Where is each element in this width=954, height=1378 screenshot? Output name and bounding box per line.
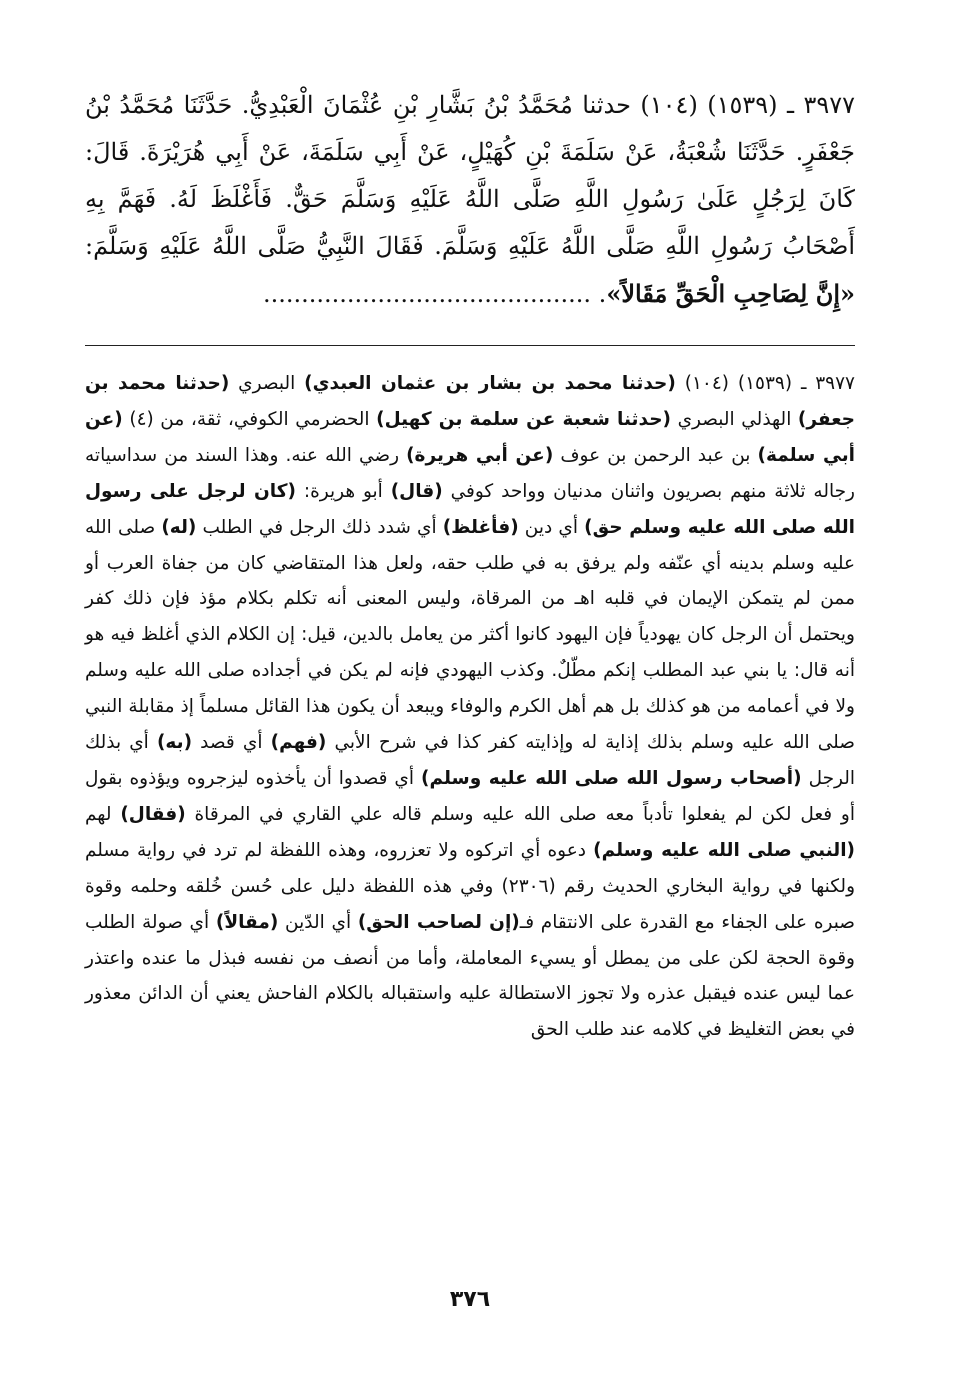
- commentary-bold-segment: (حدثنا شعبة عن سلمة بن كهيل): [376, 408, 671, 430]
- commentary-segment: دعوه أي اتركوه ولا تعزروه، وهذه اللفظة لم ترد في رواية مسلم ولكنها في رواية البخاري الحديث رقم (٢٣٠٦) وفي هذه اللفظة دليل على حُسن خُلقه وحلمه وقوة صبره على الجفاء مع القدرة على الانتقام فـ: [85, 839, 856, 933]
- hadith-dots: . ...........................................: [263, 280, 607, 308]
- commentary-segment: أي قصد: [192, 732, 271, 754]
- commentary-bold-segment: (فأغلظ): [442, 516, 519, 538]
- commentary-segment: أي صولة الطلب وقوة الحجة لكن على من يمطل أو يسيء المعاملة، وأما من أنصف من نفسه فبذل ما عنده واعتذر عما ليس عنده فيقبل عذره ولا تجوز الاستطالة عليه واستقباله بالكلام الفاحش يعني أن الدائن معذور في بعض التغليظ في كلامه عند طلب الحق: [85, 911, 855, 1041]
- commentary-bold-segment: (به): [156, 732, 193, 754]
- book-page: [85, 82, 855, 1342]
- commentary-bold-segment: (حدثنا محمد بن بشار بن عثمان العبدي): [304, 373, 676, 394]
- commentary-segment: الحضرمي الكوفي، ثقة، من (٤): [122, 408, 377, 430]
- commentary-segment: صلى الله عليه وسلم بدينه أي عنّفه ولم يرفق به في طلب حقه، ولعل هذا المتقاضي كان من جفاة العرب أو ممن لم يتمكن الإيمان في قلبه اهـ من المرقاة، وليس المعنى أنه تكلم بكلام مؤذ فإن ذلك كفر ويحتمل أن الرجل كان يهودياً فإن اليهود كانوا أكثر من يعامل بالدين، قيل: إن الكلام الذي أغلظ فيه هو أنه قال: يا بني عبد المطلب إنكم مطّلٌ. وكذب اليهودي فإنه لم يكن في أجداده صلى الله عليه وسلم ولا في أعمامه من هو كذلك بل هم أهل الكرم والوفاء ويبعد أن يكون هذا القائل مسلماً إذ مقابلة النبي صلى الله عليه وسلم بذلك إذاية له وإذايته كفر كذا في شرح الأبي: [85, 516, 856, 754]
- commentary-segment: رضي الله عنه. وهذا السند من سداسياته رجاله ثلاثة منهم بصريون واثنان مدنيان وواحد كوفي: [85, 444, 855, 502]
- commentary-bold-segment: (مقالاً): [215, 911, 279, 933]
- page-number: ٣٧٦: [449, 1287, 491, 1312]
- hadith-quote: «إِنَّ لِصَاحِبِ الْحَقِّ مَقَالاً»: [606, 279, 855, 308]
- commentary-bold-segment: (له): [161, 516, 197, 538]
- commentary-segment: أي بذلك الرجل: [85, 732, 855, 789]
- commentary-segment: بن عبد الرحمن بن عوف: [553, 444, 758, 466]
- footnote-divider: [85, 345, 855, 346]
- commentary-bold-segment: (فهم): [270, 732, 327, 754]
- commentary-bold-segment: (قال): [390, 480, 443, 502]
- commentary-bold-segment: (إن لصاحب الحق): [357, 911, 520, 933]
- commentary-segment: أبو هريرة:: [295, 480, 391, 502]
- commentary-bold-segment: (حدثنا محمد بن جعفر): [85, 373, 855, 430]
- commentary-segment: الهذلي البصري: [670, 408, 798, 430]
- hadith-body: ٣٩٧٧ ـ (١٥٣٩) (١٠٤) حدثنا مُحَمَّدُ بْنُ بَشَّارِ بْنِ عُثْمَانَ الْعَبْدِيُّ. حَدَّثَنَا مُحَمَّدُ بْنُ جَعْفَرٍ. حَدَّثَنَا شُعْبَةُ، عَنْ سَلَمَةَ بْنِ كُهَيْلٍ، عَنْ أَبِي سَلَمَةَ، عَنْ أَبِي هُرَيْرَةَ. قَالَ: كَانَ لِرَجُلٍ عَلَىٰ رَسُولِ اللَّهِ صَلَّى اللَّهُ عَلَيْهِ وَسَلَّمَ حَقٌّ. فَأَغْلَظَ لَهُ. فَهَمَّ بِهِ أَصْحَابُ رَسُولِ اللَّهِ صَلَّى اللَّهُ عَلَيْهِ وَسَلَّمَ. فَقَالَ النَّبِيُّ صَلَّى اللَّهُ عَلَيْهِ وَسَلَّمَ:: [85, 91, 856, 260]
- commentary-bold-segment: (عن أبي هريرة): [406, 444, 554, 466]
- commentary-bold-segment: (عن أبي سلمة): [85, 408, 855, 466]
- commentary-segment: أي الدّين: [278, 911, 358, 933]
- commentary-bold-segment: (فقال): [120, 803, 186, 825]
- commentary-bold-segment: (أصحاب رسول الله صلى الله عليه وسلم): [421, 767, 802, 789]
- commentary-segment: البصري: [229, 373, 305, 394]
- commentary-bold-segment: (كان لرجل على رسول الله صلى الله عليه وسلم حق): [85, 480, 855, 538]
- hadith-text: [85, 82, 855, 318]
- commentary-segment: ٣٩٧٧ ـ (١٥٣٩) (١٠٤): [675, 373, 855, 394]
- commentary-bold-segment: (النبي صلى الله عليه وسلم): [593, 839, 855, 861]
- commentary-segment: أي قصدوا أن يأخذوه ليزجروه ويؤذوه بقول أو فعل لكن لم يفعلوا تأدباً معه صلى الله عليه وسلم قاله علي القاري في المرقاة: [85, 767, 856, 825]
- commentary-segment: أي شدد ذلك الرجل في الطلب: [196, 516, 443, 538]
- commentary-text: [85, 366, 855, 1048]
- commentary-segment: أي دين: [518, 516, 585, 538]
- commentary-segment: لهم: [85, 803, 121, 825]
